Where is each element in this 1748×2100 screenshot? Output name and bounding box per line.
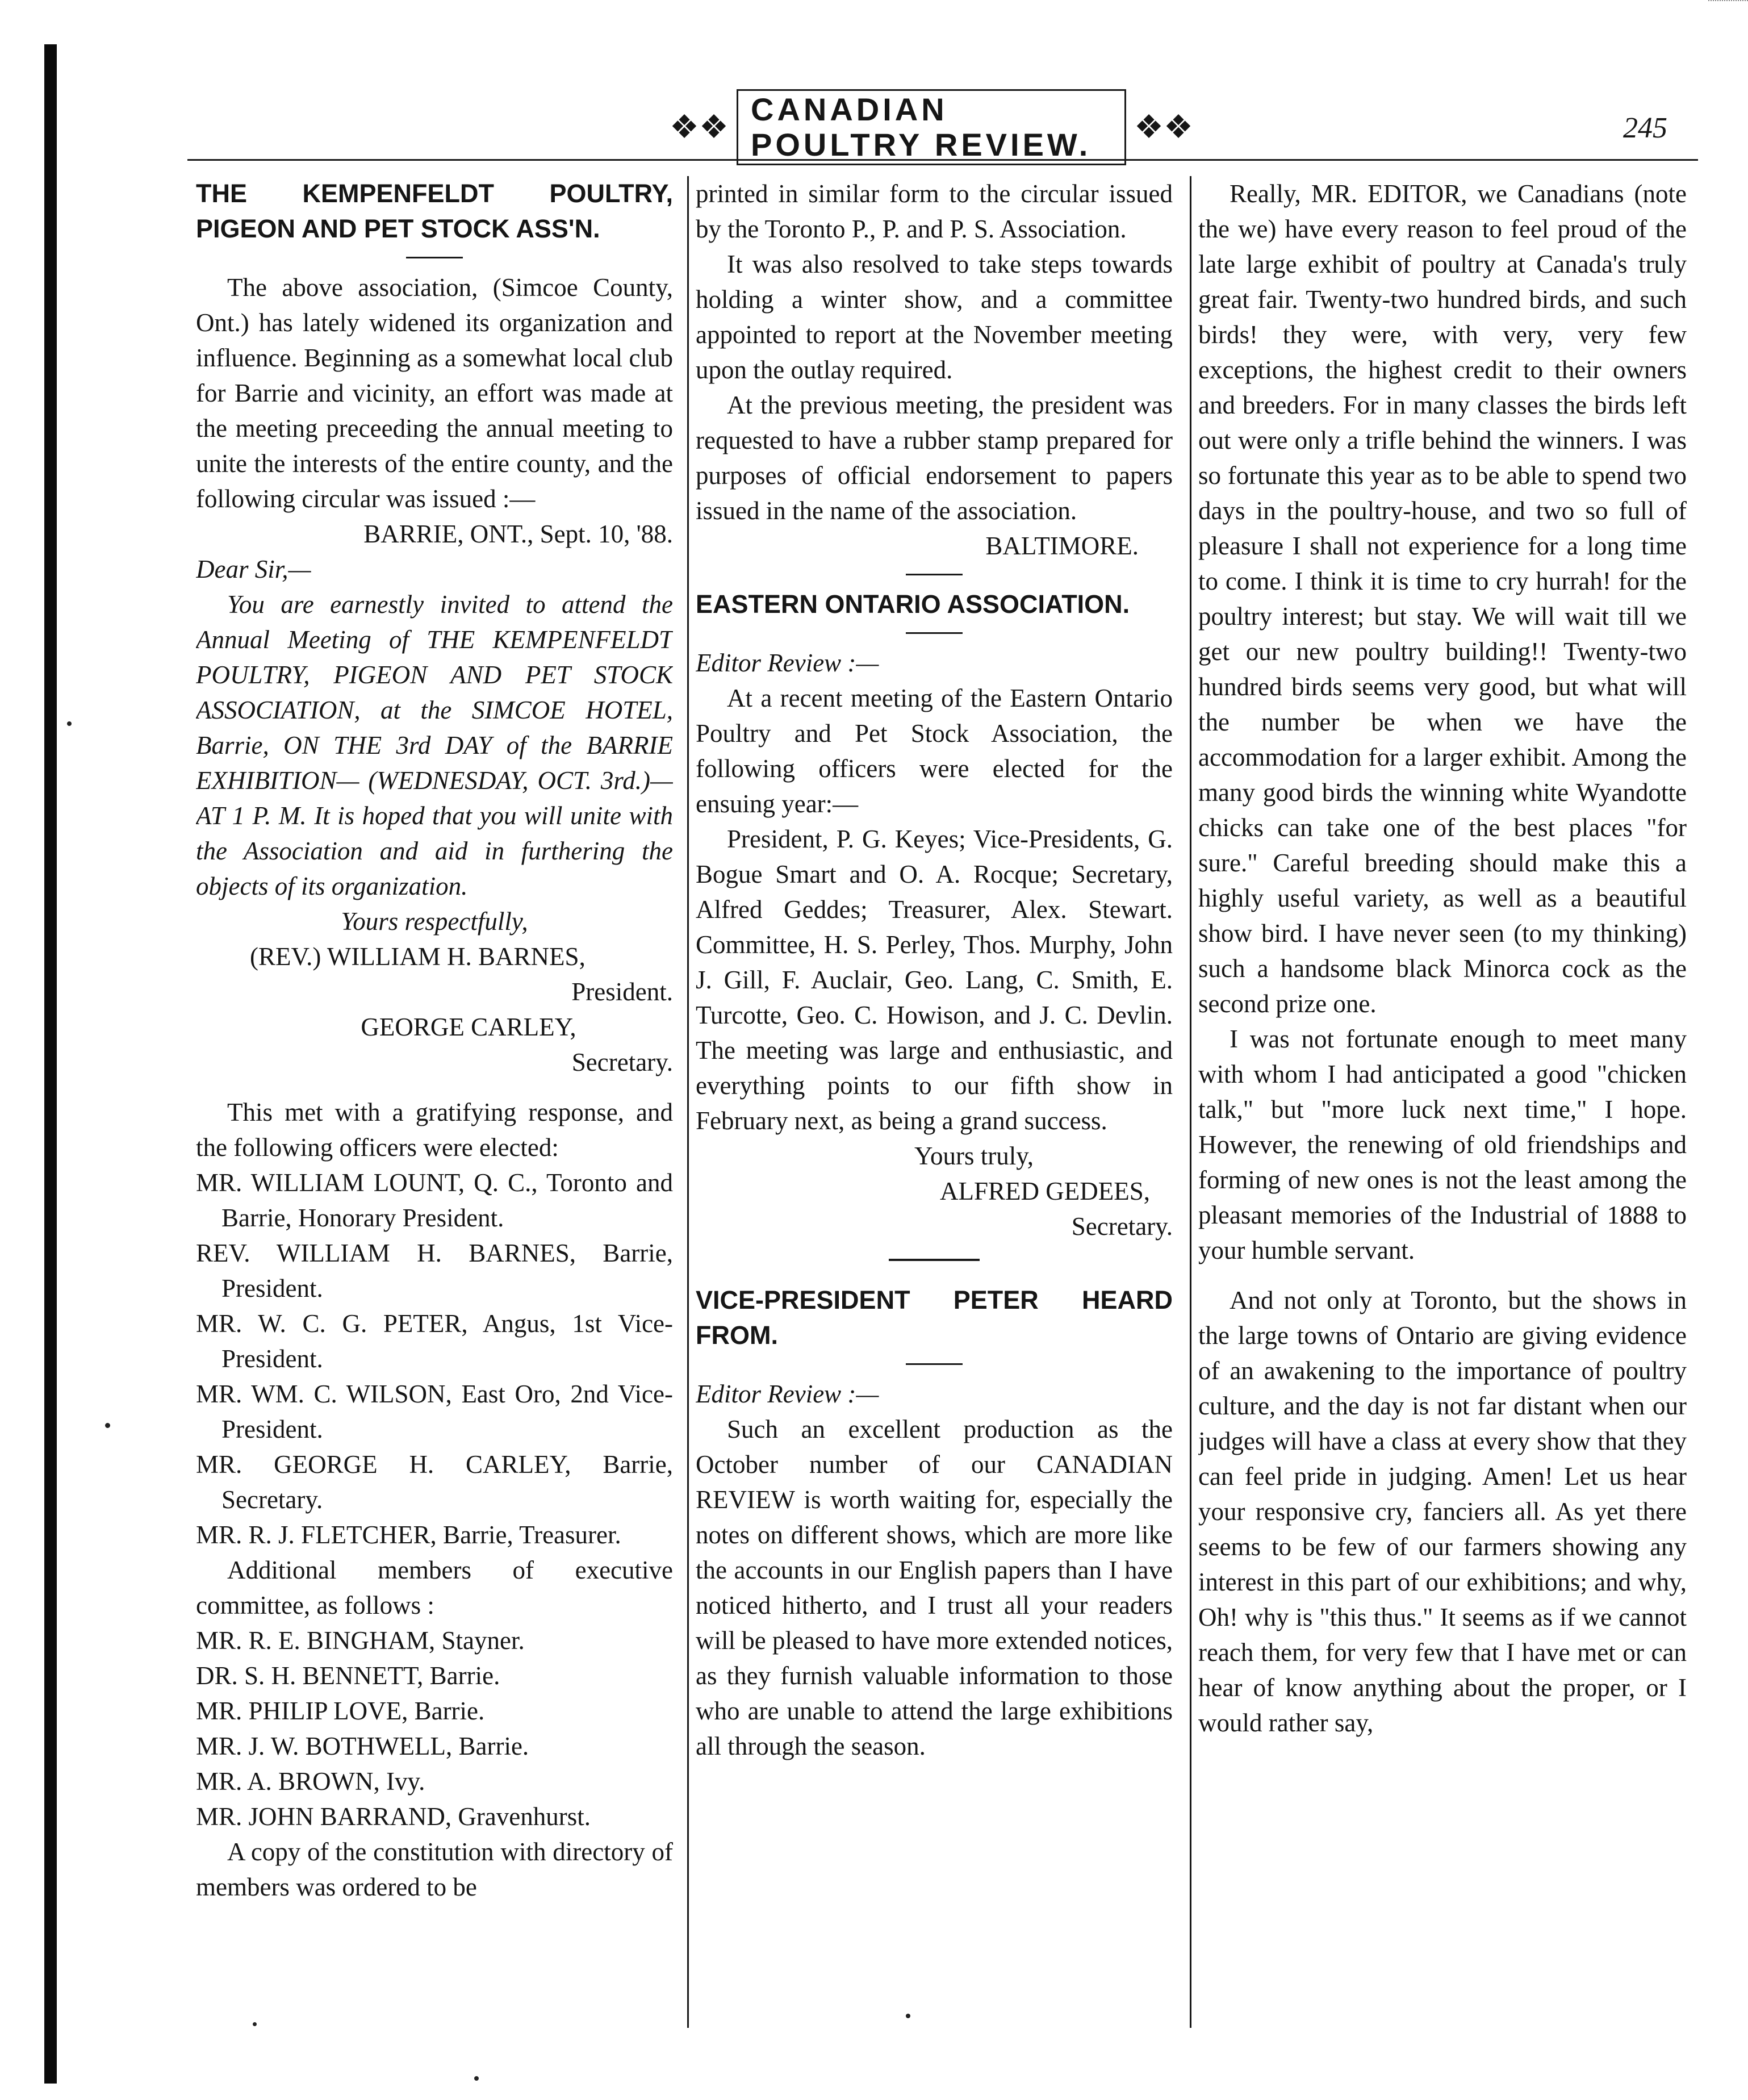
closing: Yours respectfully, bbox=[341, 907, 528, 936]
heading-rule bbox=[406, 257, 463, 258]
spacer bbox=[1198, 1268, 1687, 1283]
salutation: Dear Sir,— bbox=[196, 555, 311, 583]
heading-rule bbox=[906, 632, 963, 634]
list-item: MR. A. BROWN, Ivy. bbox=[196, 1767, 425, 1796]
list-item: MR. R. E. BINGHAM, Stayner. bbox=[196, 1626, 525, 1655]
list-item: MR. WM. C. WILSON, East Oro, 2nd Vice-President. bbox=[196, 1380, 673, 1443]
scan-speck bbox=[253, 2022, 257, 2026]
signature-title: President. bbox=[571, 978, 673, 1006]
list-item: MR. J. W. BOTHWELL, Barrie. bbox=[196, 1732, 529, 1760]
masthead bbox=[662, 91, 1201, 162]
scan-speck bbox=[105, 1423, 110, 1428]
signature-name: (REV.) WILLIAM H. BARNES, bbox=[250, 942, 586, 971]
paragraph: Additional members of executive committee, as follows : bbox=[196, 1556, 673, 1619]
salutation: Editor Review :— bbox=[696, 1380, 879, 1408]
right-ornament-icon: ❖❖ bbox=[1134, 108, 1193, 145]
list-item: MR. W. C. G. PETER, Angus, 1st Vice-President. bbox=[196, 1309, 673, 1373]
signature-name: ALFRED GEDEES, bbox=[940, 1177, 1150, 1205]
scan-speck bbox=[67, 721, 72, 726]
column-rule bbox=[1190, 176, 1191, 2028]
column-left bbox=[196, 176, 673, 2085]
article-heading: THE KEMPENFELDT POULTRY, PIGEON AND PET STOCK ASS'N. bbox=[196, 179, 673, 243]
paragraph: And not only at Toronto, but the shows in the large towns of Ontario are giving evidence of an awakening to the importance of poultry culture, and the day is not far distant when our judges will have a class at every show that they can feel pride in judging. Amen! Let us hear your responsive cry, fanciers all. As yet there seems to be few of our farmers showing any interest in this part of our exhibitions; and why, Oh! why is "this thus." It seems as if we cannot reach them, for very few that I have met or can hear of know anything about the proper, or I would rather say, bbox=[1198, 1286, 1687, 1737]
list-item: MR. JOHN BARRAND, Gravenhurst. bbox=[196, 1802, 591, 1831]
salutation: Editor Review :— bbox=[696, 649, 879, 677]
spacer bbox=[196, 1080, 673, 1095]
corner-mark bbox=[1708, 0, 1748, 5]
paragraph: At a recent meeting of the Eastern Ontario Poultry and Pet Stock Association, the following officers were elected for the ensuing year:— bbox=[696, 684, 1173, 818]
paragraph: President, P. G. Keyes; Vice-Presidents, G. Bogue Smart and O. A. Rocque; Secretary, Alfred Geddes; Treasurer, Alex. Stewart. Committee, H. S. Perley, Thos. Murphy, John J. Gill, F. Auclair, Geo. Lang, C. Smith, E. Turcotte, Geo. C. Howison, and J. C. Devlin. The meeting was large and enthusiastic, and everything points to our fifth show in February next, as being a grand success. bbox=[696, 825, 1173, 1135]
list-item: MR. WILLIAM LOUNT, Q. C., Toronto and Barrie, Honorary President. bbox=[196, 1168, 673, 1232]
scan-speck bbox=[474, 2076, 479, 2081]
column-right bbox=[1198, 176, 1687, 2085]
masthead-title: CANADIAN POULTRY REVIEW. bbox=[737, 89, 1126, 165]
list-item: MR. R. J. FLETCHER, Barrie, Treasurer. bbox=[196, 1521, 621, 1549]
paragraph: printed in similar form to the circular issued by the Toronto P., P. and P. S. Association. bbox=[696, 179, 1173, 243]
list-item: DR. S. H. BENNETT, Barrie. bbox=[196, 1661, 500, 1690]
closing: Yours truly, bbox=[914, 1142, 1034, 1170]
scan-speck bbox=[906, 2014, 910, 2018]
invitation-text: You are earnestly invited to attend the Annual Meeting of THE KEMPENFELDT POULTRY, PIGEON AND PET STOCK ASSOCIATION, at the SIMCOE HOTEL, Barrie, ON THE 3rd DAY of the BARRIE EXHIBITION— (WEDNESDAY, OCT. 3rd.)—AT 1 P. M. It is hoped that you will unite with the Association and aid in furthering the objects of its organization. bbox=[196, 590, 673, 900]
binding-edge-bar bbox=[44, 44, 57, 2084]
dateline: BARRIE, ONT., Sept. 10, '88. bbox=[363, 520, 673, 548]
list-item: REV. WILLIAM H. BARNES, Barrie, President. bbox=[196, 1239, 673, 1302]
paragraph: Such an excellent production as the October number of our CANADIAN REVIEW is worth waiting for, especially the notes on different shows, which are more like the accounts in our English papers than I have noticed hitherto, and I trust all your readers will be pleased to have more extended notices, as they furnish valuable information to those who are unable to attend the large exhibitions all through the season. bbox=[696, 1415, 1173, 1760]
paragraph: This met with a gratifying response, and the following officers were elected: bbox=[196, 1098, 673, 1162]
list-item: MR. GEORGE H. CARLEY, Barrie, Secretary. bbox=[196, 1450, 673, 1514]
paragraph: I was not fortunate enough to meet many with whom I had anticipated a good "chicken talk," but "more luck next time," I hope. However, the renewing of old friendships and forming of new ones is not the least among the pleasant memories of the Industrial of 1888 to your humble servant. bbox=[1198, 1025, 1687, 1264]
paragraph: It was also resolved to take steps towards holding a winter show, and a committee appointed to report at the November meeting upon the outlay required. bbox=[696, 250, 1173, 384]
heading-rule bbox=[906, 1363, 963, 1365]
section-rule bbox=[889, 1259, 980, 1261]
section-rule bbox=[906, 574, 963, 575]
signature-title: Secretary. bbox=[571, 1048, 673, 1076]
signature-title: Secretary. bbox=[1071, 1212, 1173, 1241]
paragraph: Really, MR. EDITOR, we Canadians (note the we) have every reason to feel proud of the late large exhibit of poultry at Canada's truly great fair. Twenty-two hundred birds, and such birds! they were, with very, very few exceptions, the highest credit to their owners and breeders. For in many classes the birds left out were only a trifle behind the winners. I was so fortunate this year as to be able to spend two days in the poultry-house, and two so full of pleasure I shall not experience for a long time to come. I think it is time to cry hurrah! for the poultry interest; but stay. We will wait till we get our new poultry building!! Twenty-two hundred birds seems very good, but what will the number be when we have the accommodation for a larger exhibit. Among the many good birds the winning white Wyandotte chicks can take one of the best places "for sure." Careful breeding should make this a highly useful variety, as well as a beautiful show bird. I have never seen (to my thinking) such a handsome black Minorca cock as the second prize one. bbox=[1198, 179, 1687, 1018]
paragraph: The above association, (Simcoe County, Ont.) has lately widened its organization and influence. Beginning as a somewhat local club for Barrie and vicinity, an effort was made at the meeting preceeding the annual meeting to unite the interests of the entire county, and the following circular was issued :— bbox=[196, 273, 673, 513]
list-item: MR. PHILIP LOVE, Barrie. bbox=[196, 1697, 485, 1725]
article-heading: VICE-PRESIDENT PETER HEARD FROM. bbox=[696, 1285, 1173, 1350]
paragraph: At the previous meeting, the president was requested to have a rubber stamp prepared for purposes of official endorsement to papers issued in the name of the association. bbox=[696, 391, 1173, 525]
page-number: 245 bbox=[1623, 112, 1667, 144]
column-rule bbox=[687, 176, 689, 2028]
column-middle bbox=[696, 176, 1173, 2085]
paragraph: A copy of the constitution with directory of members was ordered to be bbox=[196, 1838, 673, 1901]
signature-name: BALTIMORE. bbox=[985, 532, 1139, 560]
article-heading: EASTERN ONTARIO ASSOCIATION. bbox=[696, 590, 1130, 619]
left-ornament-icon: ❖❖ bbox=[670, 108, 729, 145]
header-rule bbox=[187, 159, 1698, 161]
signature-name: GEORGE CARLEY, bbox=[361, 1013, 576, 1041]
